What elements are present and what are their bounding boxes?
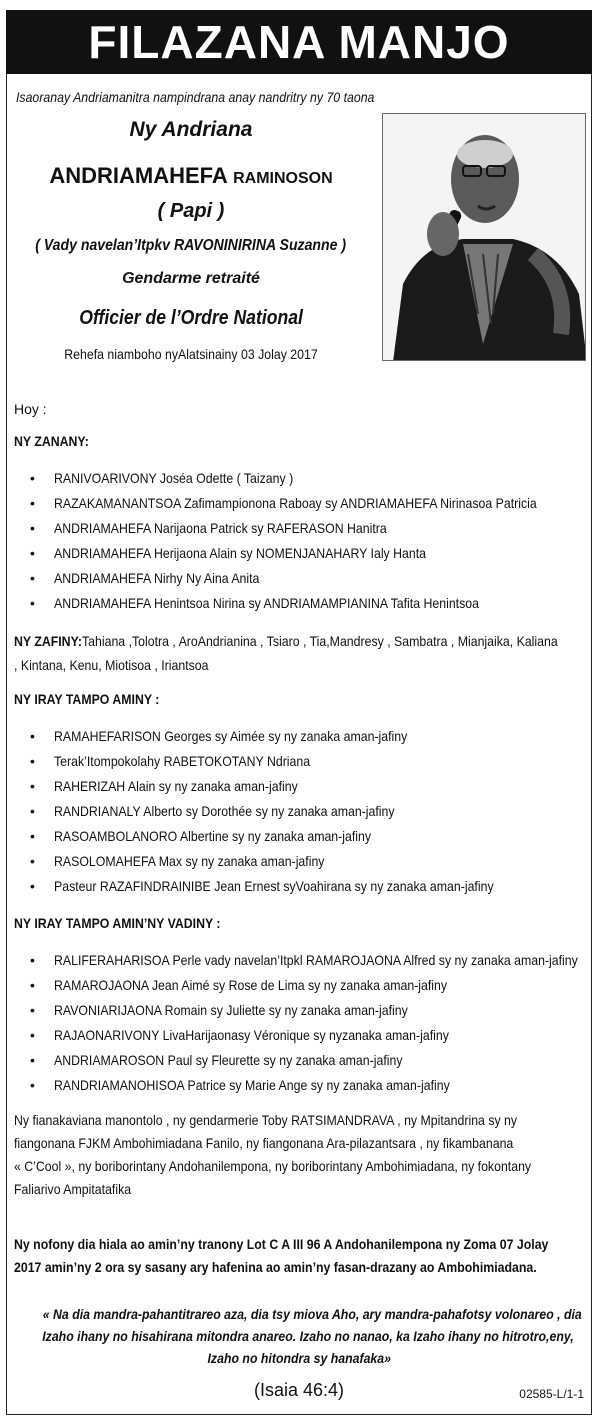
list-item: • RANIVOARIVONY Joséa Odette ( Taizany ) (30, 466, 600, 491)
list-item: • ANDRIAMAROSON Paul sy Fleurette sy ny zanaka aman-jafiny (30, 1048, 600, 1073)
deceased-name (6, 163, 376, 189)
spouse-line: ( Vady navelan’Itpkv RAVONINIRINA Suzanne ) (35, 237, 347, 254)
list-item: • RAMAHEFARISON Georges sy Aimée sy ny zanaka aman-jafiny (30, 724, 554, 749)
verse-reference: (Isaia 46:4) (253, 1380, 345, 1400)
list-item: • RANDRIAMANOHISOA Patrice sy Marie Ange sy ny zanaka aman-jafiny (30, 1073, 600, 1098)
list-item: • RAVONIARIJAONA Romain sy Juliette sy ny zanaka aman-jafiny (30, 998, 600, 1023)
zanany-list (30, 466, 600, 616)
burial-paragraph: Ny nofony dia hiala ao amin’ny tranony Lot C A III 96 A Andohanilempona ny Zoma 07 Jolay 2017 amin’ny 2 ora sy sasany ary hafenina ao amin’ny fasan-drazany ao Ambohimiadana. (14, 1236, 549, 1275)
list-item: • Terak’Itompokolahy RABETOKOTANY Ndriana (30, 749, 554, 774)
list-item: • Pasteur RAZAFINDRAINIBE Jean Ernest syVoahirana sy ny zanaka aman-jafiny (30, 874, 554, 899)
deceased-surname: ANDRIAMAHEFA (49, 163, 227, 188)
list-item: • ANDRIAMAHEFA Herijaona Alain sy NOMENJANAHARY Ialy Hanta (30, 541, 600, 566)
section-zafiny-header: NY ZAFINY: (14, 633, 82, 649)
death-date: Rehefa niamboho nyAlatsinainy 03 Jolay 2017 (64, 346, 318, 362)
zafiny-names: Tahiana ,Tolotra , AroAndrianina , Tsiaro , Tia,Mandresy , Sambatra , Mianjaika, Kaliana (81, 633, 558, 649)
list-item: • RANDRIANALY Alberto sy Dorothée sy ny zanaka aman-jafiny (30, 799, 554, 824)
iray-tampo-list (30, 724, 554, 899)
family-paragraph: Ny fianakaviana manontolo , ny gendarmerie Toby RATSIMANDRAVA , ny Mpitandrina sy ny fiangonana FJKM Ambohimiadana Fanilo, ny fiangonana Ara-pilazantsara , ny fikambanana « C’Cool », ny boriborintany Andohanilempona, ny boriborintany Ambohimiadana, ny fokontany Faliarivo Ampitatafika (14, 1112, 532, 1197)
nickname: ( Papi ) (157, 200, 225, 222)
list-item: • RAJAONARIVONY LivaHarijaonasy Véronique sy nyzanaka aman-jafiny (30, 1023, 600, 1048)
portrait-illustration (383, 114, 586, 361)
ad-code: 02585-L/1-1 (519, 1387, 584, 1401)
bible-quote: « Na dia mandra-pahantitrareo aza, dia tsy miova Aho, ary mandra-pahafotsy volonareo , dia Izaho ihany no hisahirana mitondra anareo. Izaho no nanao, ka Izaho ihany no hitrotro,eny, Izaho no hitondra sy hanafaka» (42, 1306, 582, 1366)
list-item: • RASOAMBOLANORO Albertine sy ny zanaka aman-jafiny (30, 824, 554, 849)
list-item: • RASOLOMAHEFA Max sy ny zanaka aman-jafiny (30, 849, 554, 874)
zafiny-line-1 (14, 630, 600, 653)
intro-line: Isaoranay Andriamanitra nampindrana anay nandritry ny 70 taona (16, 89, 375, 105)
section-zanany-header: NY ZANANY: (14, 433, 89, 449)
deceased-given-name: RAMINOSON (233, 170, 333, 187)
zafiny-line-2: , Kintana, Kenu, Miotisoa , Iriantsoa (14, 657, 209, 673)
list-item: • RAZAKAMANANTSOA Zafimampionona Raboay sy ANDRIAMAHEFA Nirinasoa Patricia (30, 491, 600, 516)
title-gendarme: Gendarme retraité (122, 270, 260, 287)
list-item: • ANDRIAMAHEFA Henintsoa Nirina sy ANDRIAMAMPIANINA Tafita Henintsoa (30, 591, 600, 616)
list-item: • RAMAROJAONA Jean Aimé sy Rose de Lima sy ny zanaka aman-jafiny (30, 973, 600, 998)
section-iray-tampo-header: NY IRAY TAMPO AMINY : (14, 691, 160, 707)
list-item: • ANDRIAMAHEFA Nirhy Ny Aina Anita (30, 566, 600, 591)
title-officier: Officier de l’Ordre National (79, 307, 303, 329)
iray-tampo-vadiny-list (30, 948, 600, 1098)
list-item: • ANDRIAMAHEFA Narijaona Patrick sy RAFERASON Hanitra (30, 516, 600, 541)
list-item: • RAHERIZAH Alain sy ny zanaka aman-jafiny (30, 774, 554, 799)
section-iray-tampo-vadiny-header: NY IRAY TAMPO AMIN’NY VADINY : (14, 915, 221, 931)
hoy-label: Hoy : (14, 401, 47, 417)
banner-title: FILAZANA MANJO (6, 10, 592, 74)
portrait-photo (382, 113, 586, 361)
honorific: Ny Andriana (129, 118, 253, 141)
list-item: • RALIFERAHARISOA Perle vady navelan’Itpkl RAMAROJAONA Alfred sy ny zanaka aman-jafiny (30, 948, 600, 973)
